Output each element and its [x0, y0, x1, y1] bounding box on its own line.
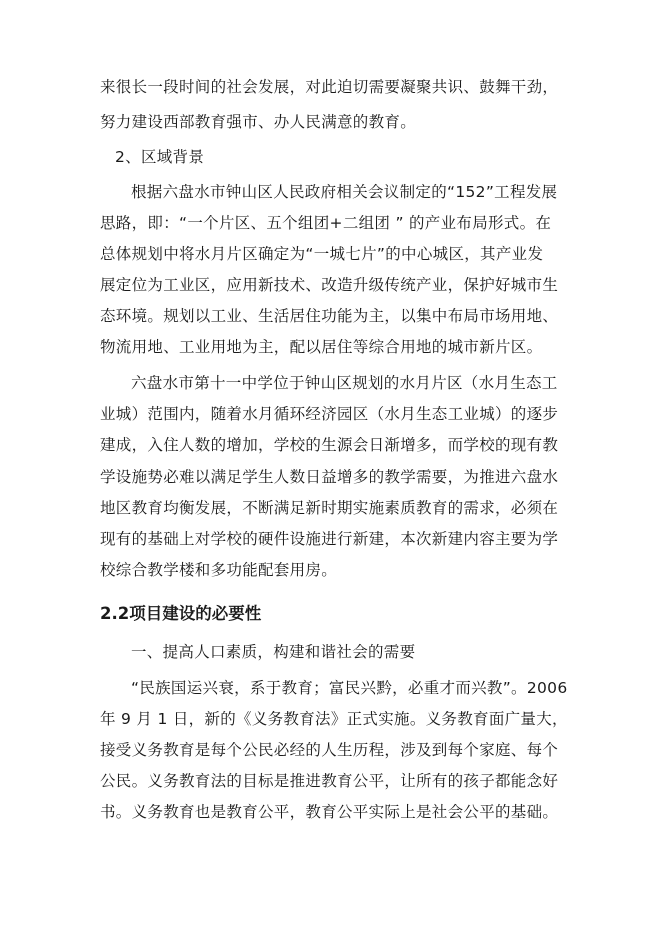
paragraph-line: 总体规划中将水月片区确定为“一城七片”的中心城区，其产业发 [100, 245, 544, 263]
paragraph-line: 物流用地、工业用地为主，配以居住等综合用地的城市新片区。 [100, 338, 543, 356]
paragraph-line: 建成，入住人数的增加，学校的生源会日渐增多，而学校的现有教 [100, 436, 559, 454]
paragraph-line: 六盘水市第十一中学位于钟山区规划的水月片区（水月生态工 [131, 374, 558, 392]
paragraph-line: 展定位为工业区，应用新技术、改造升级传统产业，保护好城市生 [100, 276, 559, 294]
subheading-population: 一、提高人口素质，构建和谐社会的需要 [131, 643, 416, 661]
paragraph-line: 现有的基础上对学校的硬件设施进行新建，本次新建内容主要为学 [100, 530, 559, 548]
paragraph-line: 书。义务教育也是教育公平，教育公平实际上是社会公平的基础。 [100, 803, 559, 821]
paragraph-line: 业城）范围内，随着水月循环经济园区（水月生态工业城）的逐步 [100, 405, 559, 423]
subheading-regional-background: 2、区域背景 [115, 148, 205, 166]
paragraph-line: “民族国运兴衰，系于教育；富民兴黔，必重才而兴教”。2006 [131, 679, 568, 697]
paragraph-line: 地区教育均衡发展，不断满足新时期实施素质教育的需求，必须在 [100, 499, 559, 517]
paragraph-line: 来很长一段时间的社会发展，对此迫切需要凝聚共识、鼓舞干劲， [100, 78, 559, 96]
paragraph-line: 学设施势必难以满足学生人数日益增多的教学需要，为推进六盘水 [100, 468, 559, 486]
paragraph-line: 年 9 月 1 日，新的《义务教育法》正式实施。义务教育面广量大， [100, 710, 568, 728]
paragraph-line: 校综合教学楼和多功能配套用房。 [100, 561, 338, 579]
paragraph-line: 根据六盘水市钟山区人民政府相关会议制定的“152”工程发展 [131, 183, 558, 201]
section-heading: 2.2项目建设的必要性 [100, 604, 262, 623]
paragraph-line: 努力建设西部教育强市、办人民满意的教育。 [100, 113, 417, 131]
paragraph-line: 公民。义务教育法的目标是推进教育公平，让所有的孩子都能念好 [100, 772, 559, 790]
paragraph-line: 态环境。规划以工业、生活居住功能为主，以集中布局市场用地、 [100, 307, 559, 325]
paragraph-line: 思路，即：“一个片区、五个组团+二组团 ” 的产业布局形式。在 [100, 214, 552, 232]
paragraph-line: 接受义务教育是每个公民必经的人生历程，涉及到每个家庭、每个 [100, 741, 559, 759]
